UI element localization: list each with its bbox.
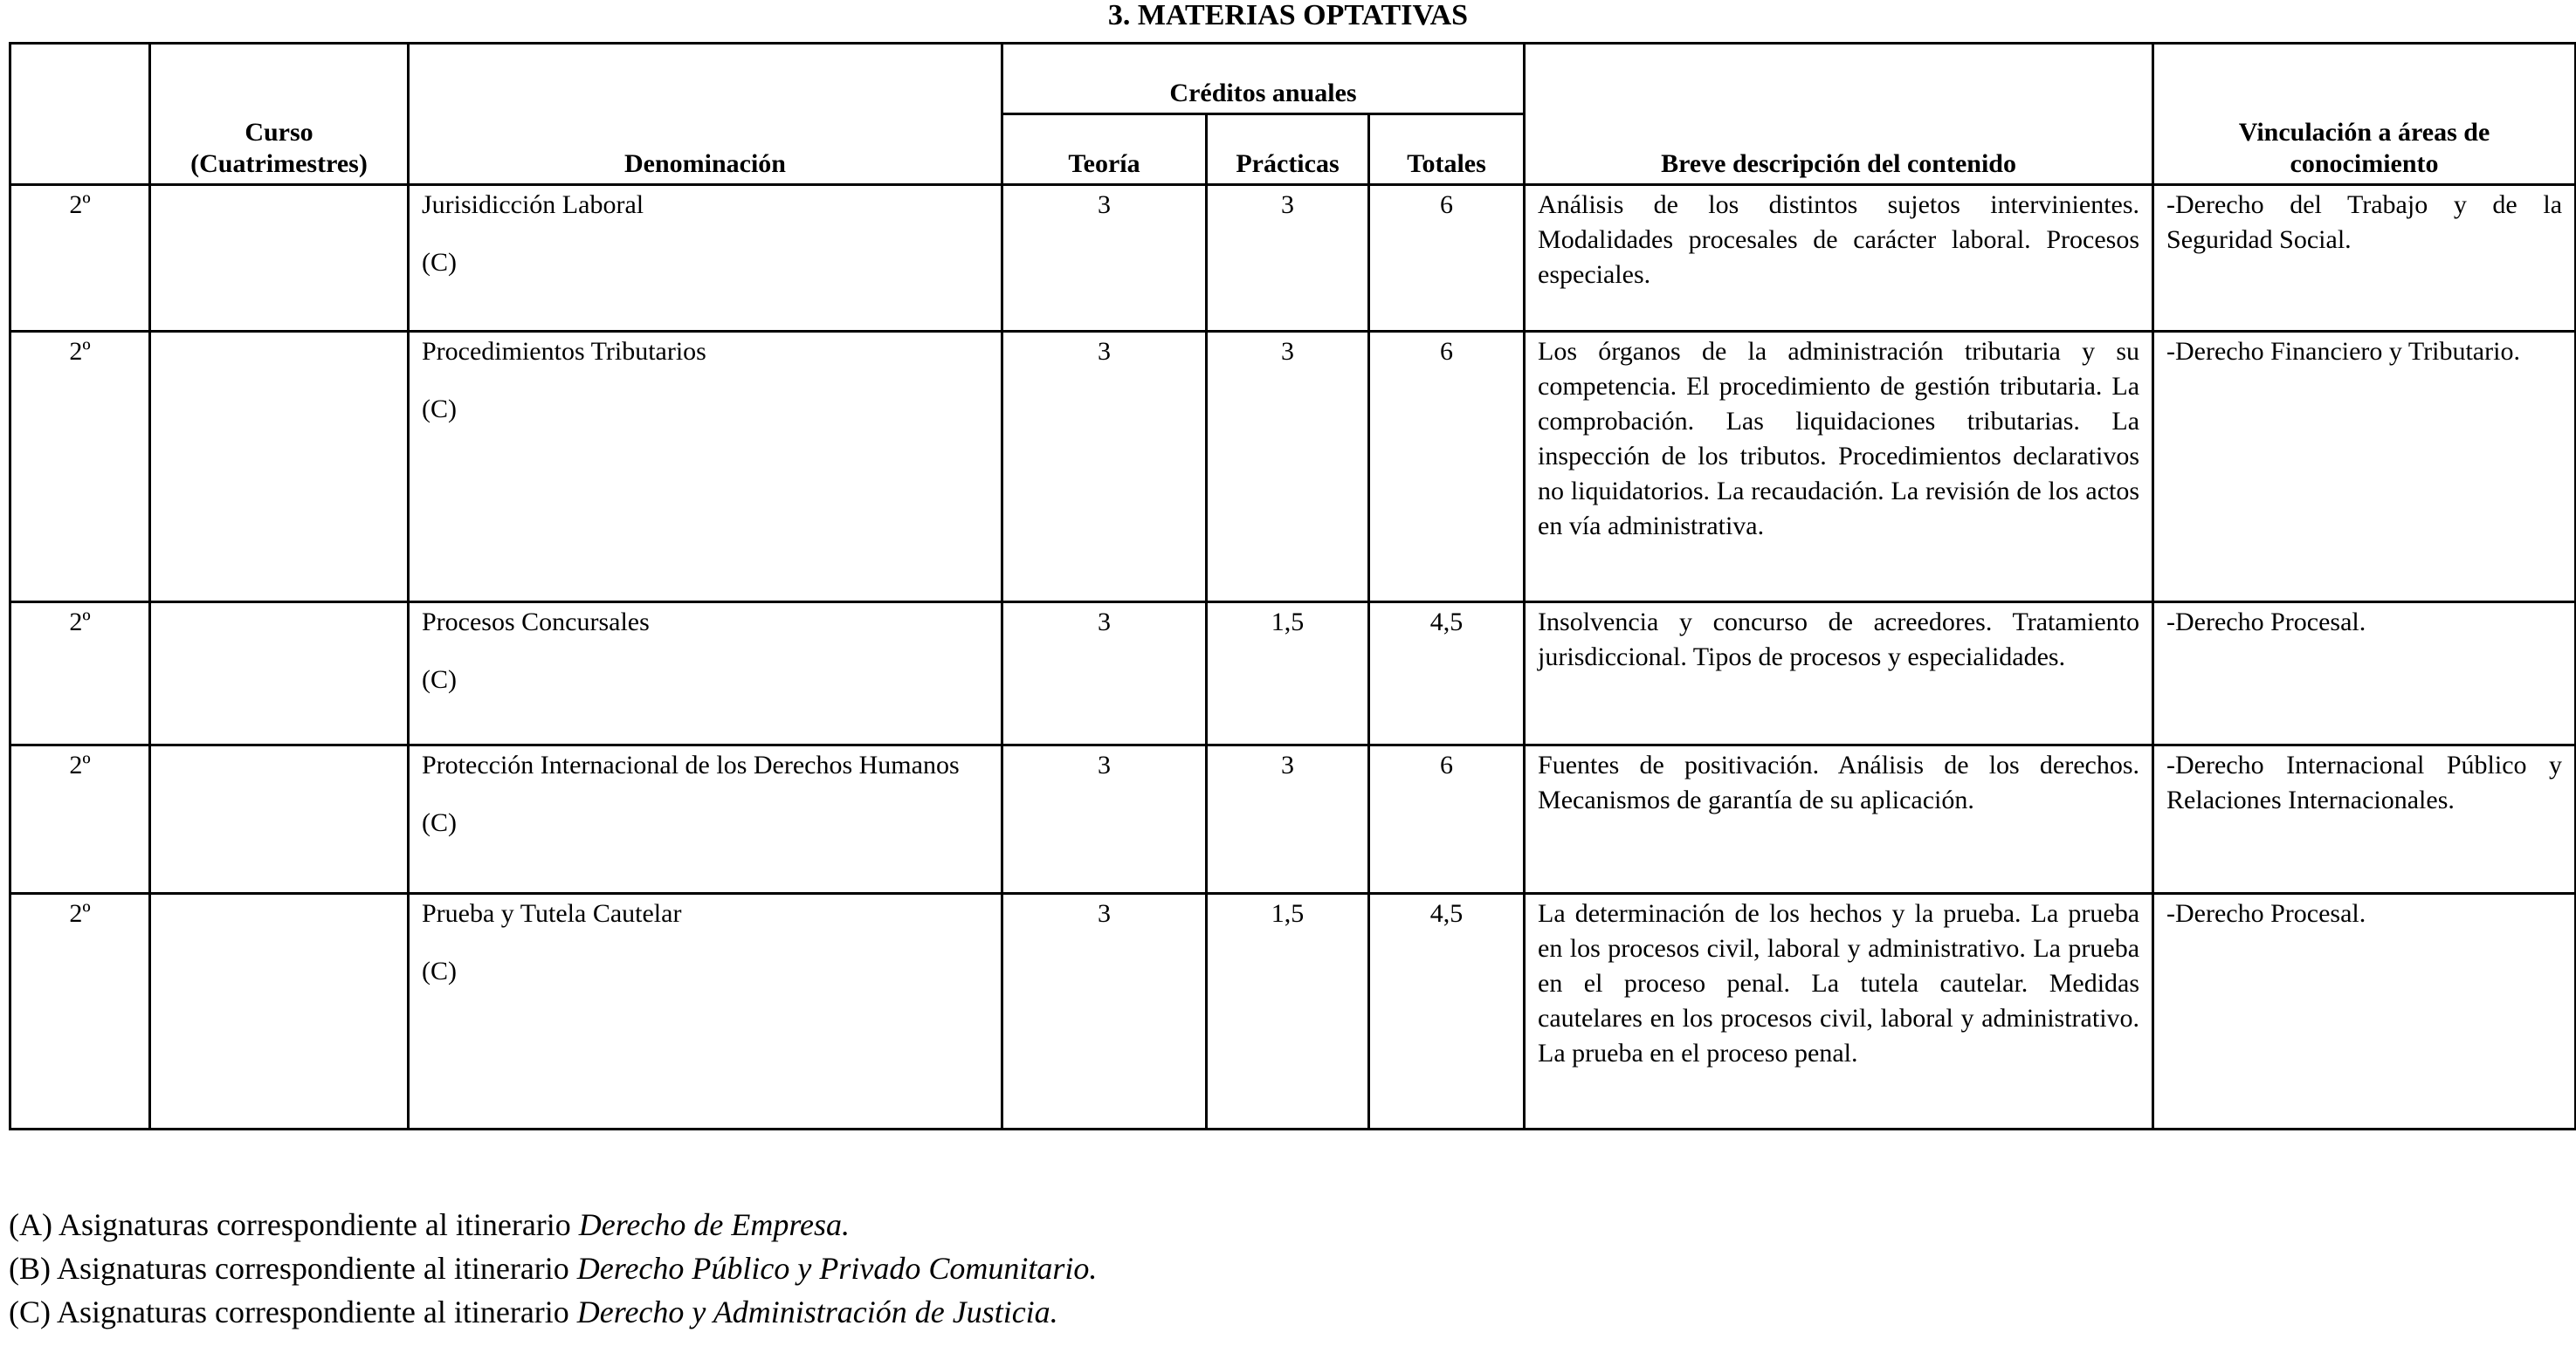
header-descripcion: Breve descripción del contenido	[1525, 44, 2153, 185]
itinerary-code: (C)	[422, 665, 457, 694]
course-cell: 2º	[10, 185, 150, 332]
practicas-cell: 1,5	[1207, 602, 1369, 745]
materias-table	[9, 42, 2576, 1130]
cuatrimestre-cell	[150, 894, 409, 1130]
footnote-itinerary: Derecho y Administración de Justicia.	[576, 1295, 1058, 1329]
totales-cell: 4,5	[1369, 894, 1525, 1130]
subject-name: Procesos Concursales	[422, 608, 650, 636]
course-cell: 2º	[10, 332, 150, 602]
header-vinculacion: Vinculación a áreas de conocimiento	[2153, 44, 2576, 185]
header-teoria: Teoría	[1002, 114, 1207, 185]
table-row	[10, 602, 2576, 745]
footnote-a	[9, 1203, 1097, 1247]
footnotes	[9, 1203, 1097, 1334]
subject-name: Prueba y Tutela Cautelar	[422, 899, 682, 928]
table-row	[10, 185, 2576, 332]
description-cell: Análisis de los distintos sujetos intervinientes. Modalidades procesales de carácter laboral. Procesos especiales.	[1525, 185, 2153, 332]
footnote-text: (A) Asignaturas correspondiente al itinerario	[9, 1207, 579, 1242]
footnote-itinerary: Derecho de Empresa.	[578, 1207, 851, 1242]
practicas-cell: 1,5	[1207, 894, 1369, 1130]
footnote-b	[9, 1247, 1097, 1290]
practicas-cell: 3	[1207, 745, 1369, 894]
totales-cell: 6	[1369, 745, 1525, 894]
area-cell: -Derecho Internacional Público y Relaciones Internacionales.	[2153, 745, 2576, 894]
course-cell: 2º	[10, 745, 150, 894]
header-denominacion: Denominación	[409, 44, 1002, 185]
denominacion-cell	[409, 894, 1002, 1130]
area-cell: -Derecho Financiero y Tributario.	[2153, 332, 2576, 602]
description-cell: Los órganos de la administración tributaria y su competencia. El procedimiento de gestión tributaria. La comprobación. Las liquidaciones tributarias. La inspección de los tributos. Procedimientos declarativos no liquidatorios. La recaudación. La revisión de los actos en vía administrativa.	[1525, 332, 2153, 602]
itinerary-code: (C)	[422, 808, 457, 837]
denominacion-cell	[409, 602, 1002, 745]
area-cell: -Derecho Procesal.	[2153, 602, 2576, 745]
cuatrimestre-cell	[150, 185, 409, 332]
table-row	[10, 894, 2576, 1130]
header-curso: Curso (Cuatrimestres)	[150, 44, 409, 185]
cuatrimestre-cell	[150, 745, 409, 894]
teoria-cell: 3	[1002, 332, 1207, 602]
subject-name: Jurisidicción Laboral	[422, 190, 644, 219]
footnote-itinerary: Derecho Público y Privado Comunitario.	[576, 1251, 1098, 1286]
totales-cell: 4,5	[1369, 602, 1525, 745]
area-cell: -Derecho del Trabajo y de la Seguridad Social.	[2153, 185, 2576, 332]
header-totales: Totales	[1369, 114, 1525, 185]
header-creditos: Créditos anuales	[1002, 44, 1525, 114]
practicas-cell: 3	[1207, 185, 1369, 332]
table-row	[10, 745, 2576, 894]
totales-cell: 6	[1369, 332, 1525, 602]
denominacion-cell	[409, 745, 1002, 894]
totales-cell: 6	[1369, 185, 1525, 332]
footnote-text: (B) Asignaturas correspondiente al itinerario	[9, 1251, 577, 1286]
itinerary-code: (C)	[422, 248, 457, 277]
course-cell: 2º	[10, 894, 150, 1130]
itinerary-code: (C)	[422, 395, 457, 423]
subject-name: Procedimientos Tributarios	[422, 337, 706, 366]
practicas-cell: 3	[1207, 332, 1369, 602]
cuatrimestre-cell	[150, 332, 409, 602]
denominacion-cell	[409, 332, 1002, 602]
table-row	[10, 332, 2576, 602]
description-cell: La determinación de los hechos y la prueba. La prueba en los procesos civil, laboral y administrativo. La prueba en el proceso penal. La tutela cautelar. Medidas cautelares en los procesos civil, laboral y administrativo. La prueba en el proceso penal.	[1525, 894, 2153, 1130]
cuatrimestre-cell	[150, 602, 409, 745]
footnote-c	[9, 1290, 1097, 1334]
header-practicas: Prácticas	[1207, 114, 1369, 185]
subject-name: Protección Internacional de los Derechos Humanos	[422, 751, 960, 780]
teoria-cell: 3	[1002, 894, 1207, 1130]
footnote-text: (C) Asignaturas correspondiente al itinerario	[9, 1295, 577, 1329]
description-cell: Insolvencia y concurso de acreedores. Tratamiento jurisdiccional. Tipos de procesos y especialidades.	[1525, 602, 2153, 745]
header-blank	[10, 44, 150, 185]
area-cell: -Derecho Procesal.	[2153, 894, 2576, 1130]
teoria-cell: 3	[1002, 602, 1207, 745]
page-title: 3. MATERIAS OPTATIVAS	[1107, 0, 1469, 31]
denominacion-cell	[409, 185, 1002, 332]
description-cell: Fuentes de positivación. Análisis de los derechos. Mecanismos de garantía de su aplicación.	[1525, 745, 2153, 894]
itinerary-code: (C)	[422, 957, 457, 986]
course-cell: 2º	[10, 602, 150, 745]
teoria-cell: 3	[1002, 185, 1207, 332]
teoria-cell: 3	[1002, 745, 1207, 894]
